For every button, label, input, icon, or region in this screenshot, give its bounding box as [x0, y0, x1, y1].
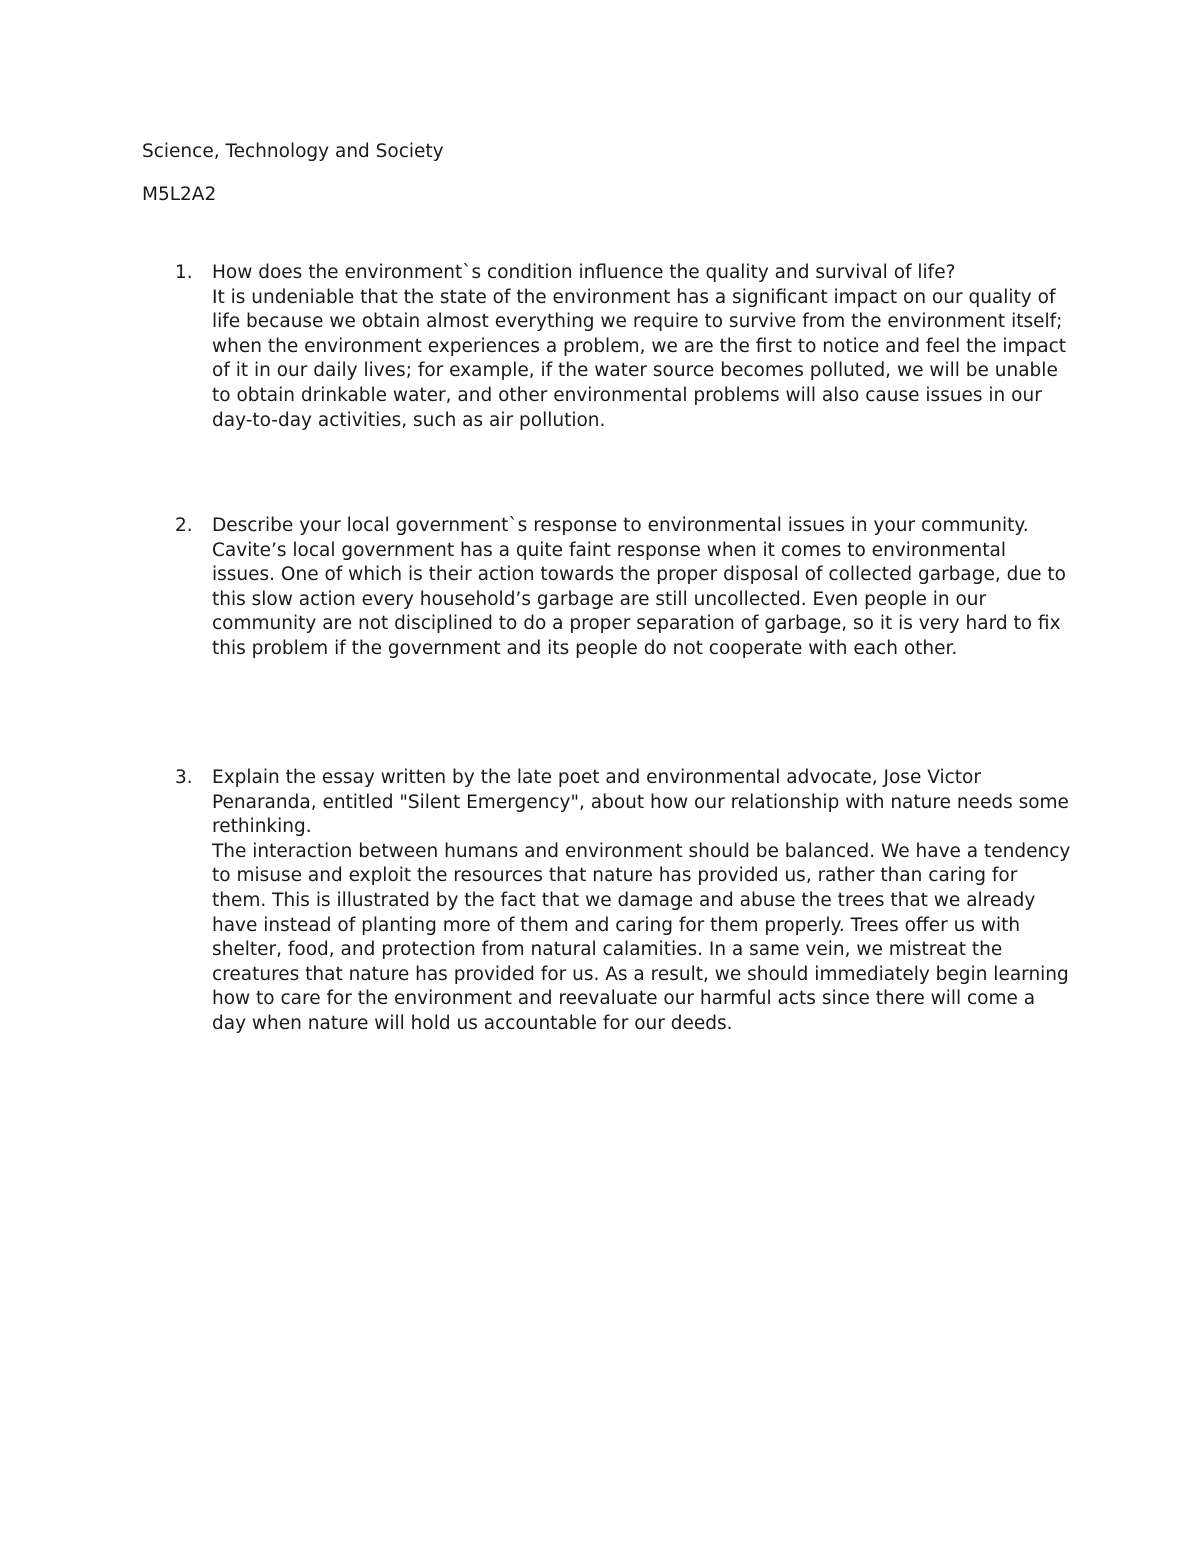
course-title: Science, Technology and Society	[142, 141, 444, 162]
question-body	[212, 261, 1072, 433]
question-number: 1.	[175, 262, 193, 283]
question-number: 2.	[175, 515, 193, 536]
question-body	[212, 766, 1072, 1037]
question-prompt: Explain the essay written by the late poet and environmental advocate, Jose Victor Penaranda, entitled "Silent Emergency", about how our relationship with nature needs some rethinking.	[212, 767, 1069, 838]
question-body	[212, 514, 1072, 662]
question-answer: Cavite’s local government has a quite faint response when it comes to environmental issues. One of which is their action towards the proper disposal of collected garbage, due to this slow action every household’s garbage are still uncollected. Even people in our community are not disciplined to do a proper separation of garbage, so it is very hard to fix this problem if the government and its people do not cooperate with each other.	[212, 539, 1066, 659]
question-number: 3.	[175, 767, 193, 788]
question-answer: The interaction between humans and environment should be balanced. We have a tendency to misuse and exploit the resources that nature has provided us, rather than caring for them. This is illustrated by the fact that we damage and abuse the trees that we already have instead of planting more of them and caring for them properly. Trees offer us with shelter, food, and protection from natural calamities. In a same vein, we mistreat the creatures that nature has provided for us. As a result, we should immediately begin learning how to care for the environment and reevaluate our harmful acts since there will come a day when nature will hold us accountable for our deeds.	[212, 840, 1071, 1034]
question-prompt: Describe your local government`s response to environmental issues in your community.	[212, 515, 1029, 536]
module-code: M5L2A2	[142, 184, 217, 205]
question-prompt: How does the environment`s condition influence the quality and survival of life?	[212, 262, 956, 283]
question-answer: It is undeniable that the state of the environment has a significant impact on our quality of life because we obtain almost everything we require to survive from the environment itself; when the environment experiences a problem, we are the first to notice and feel the impact of it in our daily lives; for example, if the water source becomes polluted, we will be unable to obtain drinkable water, and other environmental problems will also cause issues in our day-to-day activities, such as air pollution.	[212, 286, 1067, 431]
